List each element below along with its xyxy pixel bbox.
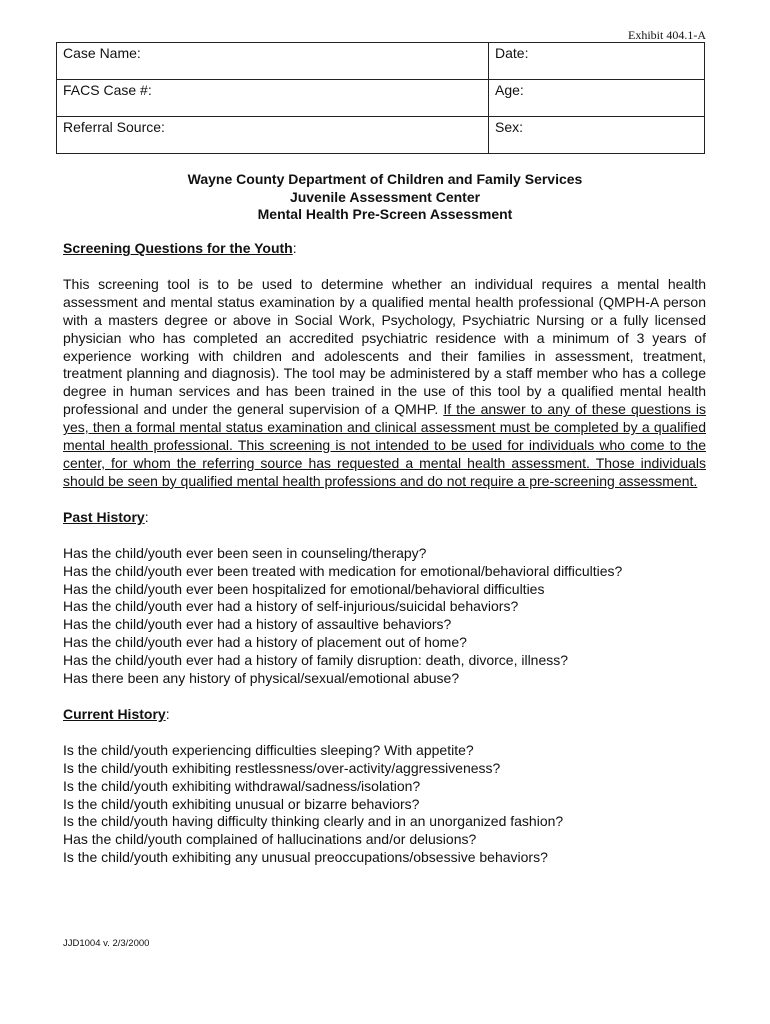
form-version-footer: JJD1004 v. 2/3/2000 bbox=[63, 938, 150, 949]
title-line-1: Wayne County Department of Children and Family Services bbox=[187, 171, 583, 187]
age-field[interactable]: Age: bbox=[489, 80, 705, 117]
screening-intro: This screening tool is to be used to determine whether an individual requires a mental health assessment and mental status examination by a qualified mental health professional (QMPH-A person with a masters degree or above in Social Work, Psychology, Psychiatric Nursing or a fully licensed physician who has completed an accredited psychiatric residence with a minimum of 3 years of experience working with children and adolescents and their families in assessment, treatment, treatment planning and diagnosis). The tool may be administered by a staff member who has a college degree in human services and has been trained in the use of this tool by a qualified mental health professional and under the general supervision of a QMHP. bbox=[63, 275, 706, 418]
title-line-3: Mental Health Pre-Screen Assessment bbox=[257, 206, 513, 222]
list-item: Has the child/youth ever been seen in counseling/therapy? bbox=[63, 544, 427, 561]
facs-case-field[interactable]: FACS Case #: bbox=[57, 80, 489, 117]
screening-heading-colon: : bbox=[292, 240, 297, 256]
current-history-heading-colon: : bbox=[165, 705, 170, 722]
list-item: Is the child/youth exhibiting any unusual preoccupations/obsessive behaviors? bbox=[63, 849, 548, 866]
past-history-heading: Past History bbox=[63, 508, 145, 525]
list-item: Has the child/youth complained of hallucinations and/or delusions? bbox=[63, 831, 477, 848]
referral-source-field[interactable]: Referral Source: bbox=[57, 117, 489, 154]
list-item: Has the child/youth ever had a history of placement out of home? bbox=[63, 634, 467, 651]
current-history-list bbox=[63, 742, 706, 867]
past-history-heading-row bbox=[63, 509, 706, 527]
list-item: Has the child/youth ever been hospitalized for emotional/behavioral difficulties bbox=[63, 580, 545, 597]
title-line-2: Juvenile Assessment Center bbox=[289, 188, 481, 205]
current-history-heading-row bbox=[63, 706, 706, 724]
list-item: Is the child/youth exhibiting restlessness/over-activity/aggressiveness? bbox=[63, 759, 501, 776]
list-item: Has the child/youth ever had a history of family disruption: death, divorce, illness? bbox=[63, 652, 569, 669]
list-item: Has the child/youth ever had a history of assaultive behaviors? bbox=[63, 616, 452, 633]
screening-paragraph bbox=[63, 276, 706, 491]
case-name-field[interactable]: Case Name: bbox=[57, 43, 489, 80]
list-item: Has the child/youth ever been treated with medication for emotional/behavioral difficulties? bbox=[63, 562, 623, 579]
list-item: Has there been any history of physical/sexual/emotional abuse? bbox=[63, 670, 460, 687]
list-item: Has the child/youth ever had a history of self-injurious/suicidal behaviors? bbox=[63, 598, 519, 615]
list-item: Is the child/youth experiencing difficulties sleeping? With appetite? bbox=[63, 741, 474, 758]
list-item: Is the child/youth having difficulty thinking clearly and in an unorganized fashion? bbox=[63, 813, 564, 830]
screening-heading: Screening Questions for the Youth bbox=[63, 240, 293, 256]
document-title bbox=[0, 171, 770, 224]
past-history-list bbox=[63, 545, 706, 688]
date-field[interactable]: Date: bbox=[489, 43, 705, 80]
list-item: Is the child/youth exhibiting unusual or bizarre behaviors? bbox=[63, 795, 420, 812]
past-history-heading-colon: : bbox=[144, 508, 149, 525]
list-item: Is the child/youth exhibiting withdrawal/sadness/isolation? bbox=[63, 777, 421, 794]
sex-field[interactable]: Sex: bbox=[489, 117, 705, 154]
case-info-table bbox=[56, 42, 705, 154]
screening-underlined-note: If the answer to any of these questions is yes, then a formal mental status examination and clinical assessment must be completed by a qualified mental health professional. This screening is not intended to be used for individuals who come to the center, for whom the referring source has requested a mental health assessment. Those individuals should be seen by qualified mental health professions and do not require a pre-screening assessment. bbox=[63, 401, 707, 489]
document-body bbox=[63, 240, 706, 867]
current-history-heading: Current History bbox=[63, 705, 166, 722]
screening-heading-row bbox=[63, 240, 706, 258]
exhibit-label: Exhibit 404.1-A bbox=[628, 28, 706, 42]
